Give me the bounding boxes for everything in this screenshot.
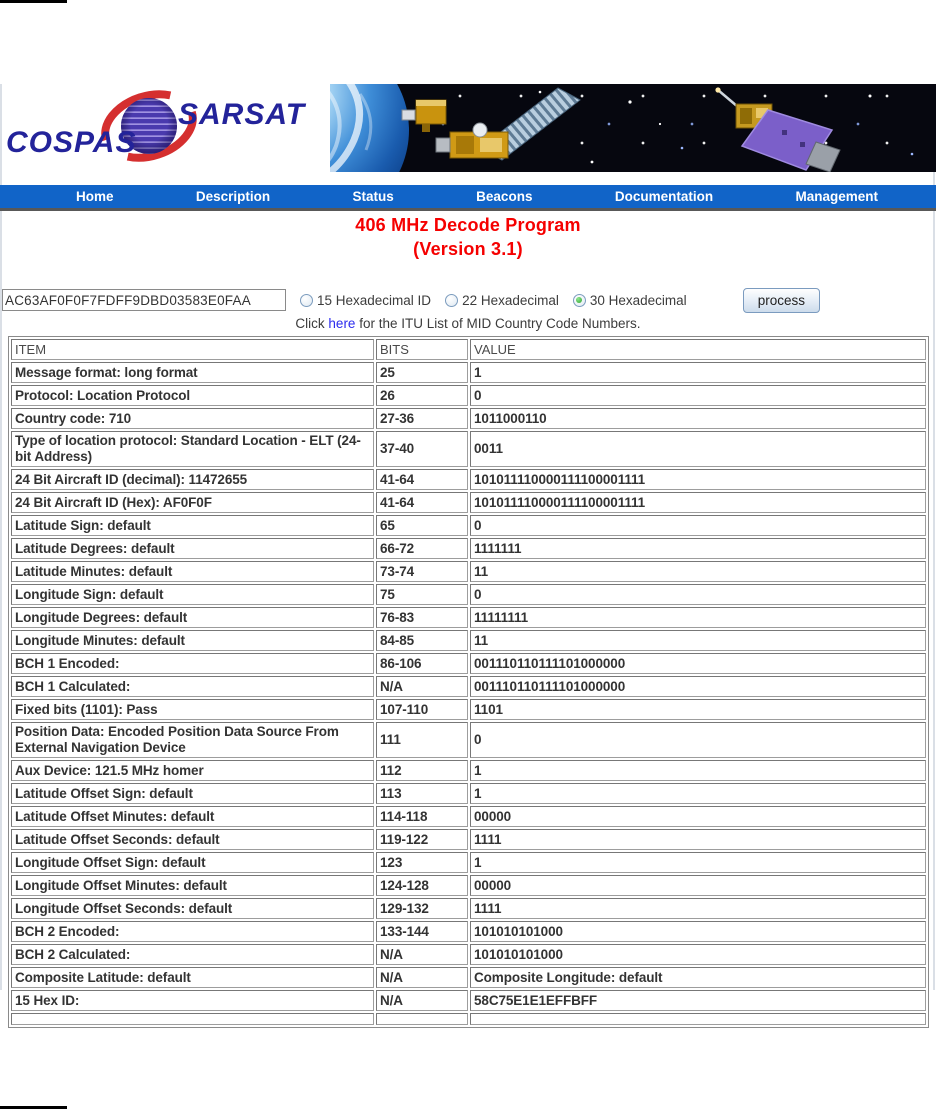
value-cell: 11111111: [470, 607, 926, 628]
table-row: [11, 722, 926, 758]
value-cell: 1: [470, 362, 926, 383]
radio-30-hexadecimal[interactable]: [573, 293, 687, 308]
bits-cell: 84-85: [376, 630, 468, 651]
logo-text-cospas: COSPAS: [6, 126, 137, 159]
value-cell: 0011: [470, 431, 926, 467]
radio-button-icon[interactable]: [573, 294, 586, 307]
item-cell: Country code: 710: [11, 408, 374, 429]
value-cell: 001110110111101000000: [470, 676, 926, 697]
table-row: [11, 515, 926, 536]
itu-note-pre: Click: [295, 316, 329, 331]
table-row: [11, 561, 926, 582]
table-row: [11, 944, 926, 965]
nav-item-home[interactable]: Home: [76, 189, 114, 204]
table-row: [11, 431, 926, 467]
value-cell: [470, 1013, 926, 1025]
item-cell: 24 Bit Aircraft ID (decimal): 11472655: [11, 469, 374, 490]
bits-cell: [376, 1013, 468, 1025]
radio-label: 22 Hexadecimal: [462, 292, 559, 308]
table-row: [11, 699, 926, 720]
table-row: [11, 584, 926, 605]
item-cell: Longitude Sign: default: [11, 584, 374, 605]
table-row: [11, 898, 926, 919]
bits-cell: 41-64: [376, 492, 468, 513]
frame-corner-line-bottom: [0, 1106, 67, 1109]
bits-cell: 26: [376, 385, 468, 406]
item-cell: Composite Latitude: default: [11, 967, 374, 988]
radio-button-icon[interactable]: [445, 294, 458, 307]
frame-corner-line-top: [0, 0, 67, 3]
bits-cell: 73-74: [376, 561, 468, 582]
bits-cell: 123: [376, 852, 468, 873]
page-title-line1: 406 MHz Decode Program: [355, 215, 581, 235]
bits-cell: 113: [376, 783, 468, 804]
value-cell: Composite Longitude: default: [470, 967, 926, 988]
cospas-sarsat-logo: [2, 84, 330, 172]
decode-table: [8, 336, 929, 1028]
table-row: [11, 408, 926, 429]
bits-cell: 119-122: [376, 829, 468, 850]
radio-button-icon[interactable]: [300, 294, 313, 307]
table-row: [11, 760, 926, 781]
table-row: [11, 362, 926, 383]
bits-cell: 41-64: [376, 469, 468, 490]
table-row: [11, 921, 926, 942]
bits-cell: 75: [376, 584, 468, 605]
value-cell: 0: [470, 722, 926, 758]
process-button[interactable]: process: [743, 288, 820, 313]
bits-cell: 133-144: [376, 921, 468, 942]
nav-item-status[interactable]: Status: [352, 189, 394, 204]
item-cell: BCH 2 Encoded:: [11, 921, 374, 942]
nav-item-beacons[interactable]: Beacons: [476, 189, 533, 204]
item-cell: 15 Hex ID:: [11, 990, 374, 1011]
value-cell: 1111111: [470, 538, 926, 559]
nav-item-management[interactable]: Management: [795, 189, 878, 204]
item-cell: [11, 1013, 374, 1025]
radio-label: 15 Hexadecimal ID: [317, 292, 432, 308]
purple-satellite-icon: [715, 87, 840, 172]
radio-label: 30 Hexadecimal: [589, 292, 687, 308]
bits-cell: 76-83: [376, 607, 468, 628]
item-cell: BCH 1 Encoded:: [11, 653, 374, 674]
value-cell: 1011000110: [470, 408, 926, 429]
table-row: [11, 607, 926, 628]
value-cell: 58C75E1E1EFFBFF: [470, 990, 926, 1011]
table-row: [11, 967, 926, 988]
item-header: ITEM: [11, 339, 374, 360]
bits-cell: 66-72: [376, 538, 468, 559]
item-cell: Latitude Minutes: default: [11, 561, 374, 582]
item-cell: Latitude Offset Minutes: default: [11, 806, 374, 827]
controls-row: [2, 287, 820, 313]
table-row: [11, 469, 926, 490]
item-cell: Type of location protocol: Standard Location - ELT (24-bit Address): [11, 431, 374, 467]
item-cell: Latitude Offset Seconds: default: [11, 829, 374, 850]
value-cell: 11: [470, 630, 926, 651]
value-cell: 1101: [470, 699, 926, 720]
bits-cell: 65: [376, 515, 468, 536]
value-cell: 0: [470, 515, 926, 536]
bits-cell: 129-132: [376, 898, 468, 919]
table-row: [11, 1013, 926, 1025]
bits-cell: 27-36: [376, 408, 468, 429]
table-row: [11, 829, 926, 850]
bits-cell: 86-106: [376, 653, 468, 674]
page-title-line2: (Version 3.1): [413, 239, 523, 259]
bits-cell: 111: [376, 722, 468, 758]
nav-item-documentation[interactable]: Documentation: [614, 189, 714, 204]
table-row: [11, 630, 926, 651]
table-row: [11, 492, 926, 513]
value-cell: 00000: [470, 875, 926, 896]
table-row: [11, 875, 926, 896]
bits-cell: N/A: [376, 967, 468, 988]
bits-cell: 124-128: [376, 875, 468, 896]
navbar: [0, 185, 936, 211]
page-title: [0, 213, 936, 261]
table-row: [11, 783, 926, 804]
value-cell: 001110110111101000000: [470, 653, 926, 674]
value-cell: 11: [470, 561, 926, 582]
decode-table-body: [11, 362, 926, 1025]
header: [0, 84, 936, 172]
bits-cell: N/A: [376, 990, 468, 1011]
item-cell: Longitude Degrees: default: [11, 607, 374, 628]
item-cell: Longitude Offset Sign: default: [11, 852, 374, 873]
bits-cell: N/A: [376, 944, 468, 965]
nav-item-description[interactable]: Description: [195, 189, 271, 204]
item-cell: Longitude Offset Seconds: default: [11, 898, 374, 919]
radio-15-hexadecimal-id[interactable]: [300, 293, 431, 308]
itu-here-link[interactable]: here: [328, 316, 356, 331]
bits-cell: 112: [376, 760, 468, 781]
item-cell: Aux Device: 121.5 MHz homer: [11, 760, 374, 781]
value-cell: 101010101000: [470, 921, 926, 942]
table-row: [11, 990, 926, 1011]
table-row: [11, 653, 926, 674]
item-cell: BCH 1 Calculated:: [11, 676, 374, 697]
logo-text-sarsat: SARSAT: [178, 98, 306, 131]
table-row: [11, 676, 926, 697]
item-cell: Protocol: Location Protocol: [11, 385, 374, 406]
item-cell: 24 Bit Aircraft ID (Hex): AF0F0F: [11, 492, 374, 513]
stars: [539, 91, 914, 164]
bits-cell: 25: [376, 362, 468, 383]
table-header-row: [11, 339, 926, 360]
item-cell: Latitude Degrees: default: [11, 538, 374, 559]
earth-image: [330, 84, 409, 172]
bits-cell: 107-110: [376, 699, 468, 720]
item-cell: Fixed bits (1101): Pass: [11, 699, 374, 720]
value-cell: 101010101000: [470, 944, 926, 965]
satellite-banner: [330, 84, 936, 172]
value-cell: 0: [470, 385, 926, 406]
value-cell: 101011110000111100001111: [470, 469, 926, 490]
value-cell: 1: [470, 783, 926, 804]
hex-id-input[interactable]: [2, 289, 286, 311]
value-cell: 101011110000111100001111: [470, 492, 926, 513]
value-cell: 0: [470, 584, 926, 605]
value-cell: 1111: [470, 829, 926, 850]
item-cell: BCH 2 Calculated:: [11, 944, 374, 965]
item-cell: Latitude Offset Sign: default: [11, 783, 374, 804]
bits-header: BITS: [376, 339, 468, 360]
value-cell: 1: [470, 852, 926, 873]
value-header: VALUE: [470, 339, 926, 360]
table-row: [11, 852, 926, 873]
itu-note-post: for the ITU List of MID Country Code Numbers.: [355, 316, 641, 331]
value-cell: 00000: [470, 806, 926, 827]
item-cell: Position Data: Encoded Position Data Source From External Navigation Device: [11, 722, 374, 758]
item-cell: Latitude Sign: default: [11, 515, 374, 536]
table-row: [11, 806, 926, 827]
radio-group: [286, 293, 687, 308]
itu-note: [0, 316, 936, 331]
value-cell: 1: [470, 760, 926, 781]
value-cell: 1111: [470, 898, 926, 919]
radio-22-hexadecimal[interactable]: [445, 293, 559, 308]
table-row: [11, 385, 926, 406]
table-row: [11, 538, 926, 559]
item-cell: Longitude Minutes: default: [11, 630, 374, 651]
gold-satellite-icon: [402, 88, 580, 160]
bits-cell: 114-118: [376, 806, 468, 827]
bits-cell: 37-40: [376, 431, 468, 467]
bits-cell: N/A: [376, 676, 468, 697]
item-cell: Message format: long format: [11, 362, 374, 383]
item-cell: Longitude Offset Minutes: default: [11, 875, 374, 896]
